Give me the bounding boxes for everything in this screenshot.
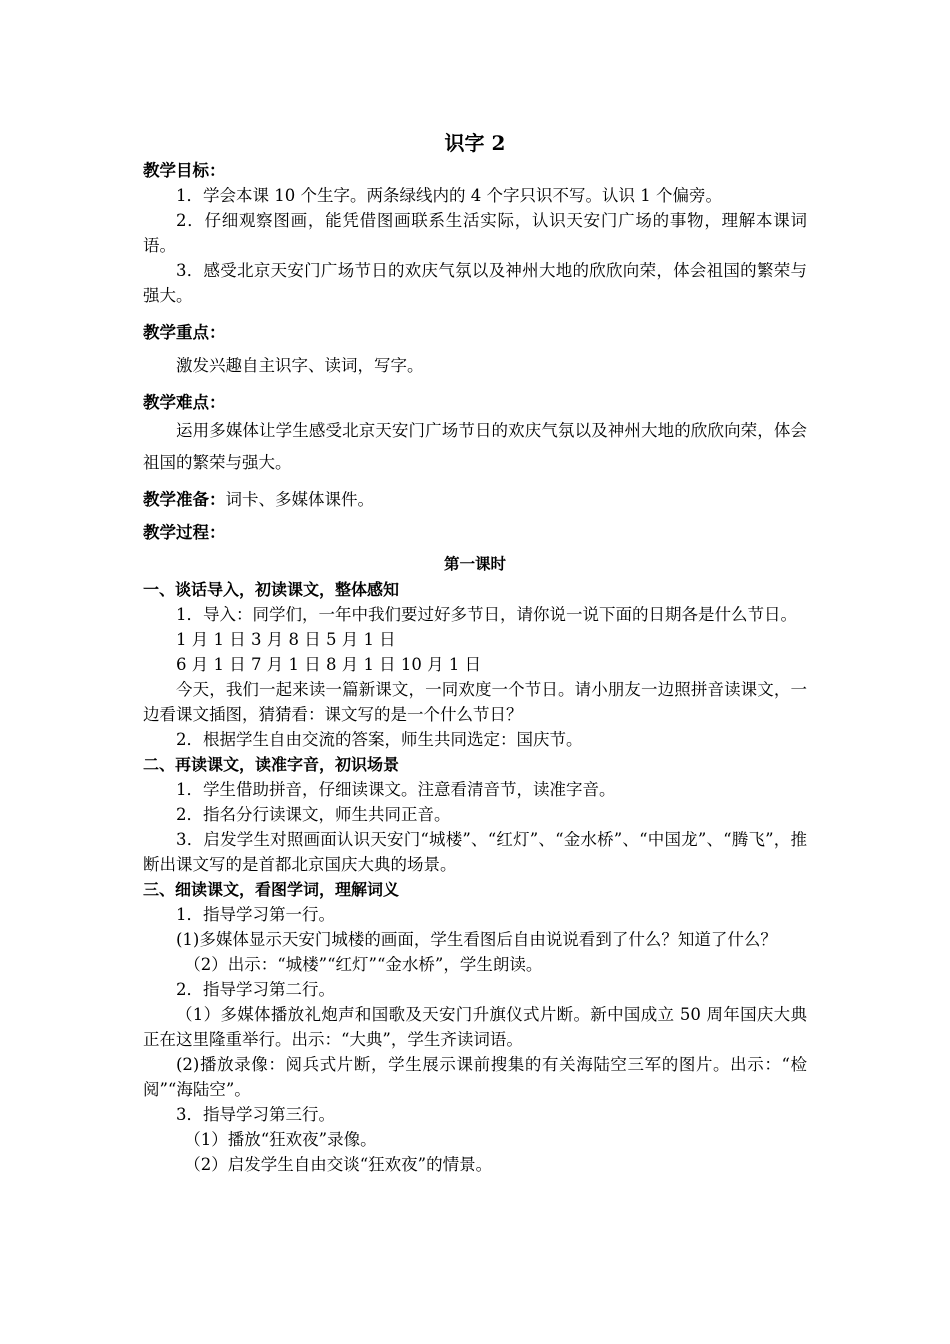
section3-line: （1）播放“狂欢夜”录像。	[184, 1130, 377, 1149]
goal-item: 2．仔细观察图画，能凭借图画联系生活实际，认识天安门广场的事物，理解本课词语。	[143, 211, 807, 255]
section3-line: （2）出示：“城楼”“红灯”“金水桥”，学生朗读。	[184, 955, 543, 974]
key-text: 激发兴趣自主识字、读词，写字。	[176, 356, 424, 375]
section3-line: 2．指导学习第二行。	[176, 980, 335, 999]
prep-line	[143, 487, 807, 512]
goals-heading: 教学目标：	[143, 161, 226, 180]
section2-line: 1．学生借助拼音，仔细读课文。注意看清音节，读准字音。	[176, 780, 616, 799]
goal-item: 1．学会本课 10 个生字。两条绿线内的 4 个字只识不写。认识 1 个偏旁。	[176, 186, 722, 205]
section1-line: 1 月 1 日 3 月 8 日 5 月 1 日	[176, 630, 396, 649]
section3-line: 1．指导学习第一行。	[176, 905, 335, 924]
section1-line: 今天，我们一起来读一篇新课文，一同欢度一个节日。请小朋友一边照拼音读课文，一边看课文插图，猜猜看：课文写的是一个什么节日？	[143, 680, 807, 724]
prep-text: 词卡、多媒体课件。	[225, 490, 374, 509]
difficulty-heading: 教学难点：	[143, 393, 226, 412]
key-heading: 教学重点：	[143, 323, 226, 342]
section3-line: (2)播放录像：阅兵式片断，学生展示课前搜集的有关海陆空三军的图片。出示：“检阅”“海陆空”。	[143, 1055, 807, 1099]
difficulty-text: 运用多媒体让学生感受北京天安门广场节日的欢庆气氛以及神州大地的欣欣向荣，体会祖国的繁荣与强大。	[143, 421, 807, 472]
section3-line: 3．指导学习第三行。	[176, 1105, 335, 1124]
section3-line: （2）启发学生自由交谈“狂欢夜”的情景。	[184, 1155, 493, 1174]
section1-heading: 一、谈话导入，初读课文，整体感知	[143, 580, 400, 599]
section2-line: 2．指名分行读课文，师生共同正音。	[176, 805, 451, 824]
document-title: 识字 2	[444, 131, 506, 155]
section2-line: 3．启发学生对照画面认识天安门“城楼”、“红灯”、“金水桥”、“中国龙”、“腾飞”，推断出课文写的是首都北京国庆大典的场景。	[143, 830, 807, 874]
section2-heading: 二、再读课文，读准字音，初识场景	[143, 755, 400, 774]
lesson-title: 第一课时	[443, 554, 506, 573]
section3-line: (1)多媒体显示天安门城楼的画面，学生看图后自由说说看到了什么？知道了什么？	[176, 930, 777, 949]
section3-line: （1）多媒体播放礼炮声和国歌及天安门升旗仪式片断。新中国成立 50 周年国庆大典正在这里隆重举行。出示：“大典”，学生齐读词语。	[143, 1005, 807, 1049]
section1-line: 2．根据学生自由交流的答案，师生共同选定：国庆节。	[176, 730, 583, 749]
process-heading: 教学过程：	[143, 523, 226, 542]
section3-heading: 三、细读课文，看图学词，理解词义	[143, 880, 400, 899]
prep-heading: 教学准备：	[143, 490, 226, 509]
goal-item: 3．感受北京天安门广场节日的欢庆气氛以及神州大地的欣欣向荣，体会祖国的繁荣与强大。	[143, 261, 807, 305]
document-page	[143, 128, 807, 1177]
section1-line: 6 月 1 日 7 月 1 日 8 月 1 日 10 月 1 日	[176, 655, 482, 674]
section1-line: 1．导入：同学们，一年中我们要过好多节日，请你说一说下面的日期各是什么节日。	[176, 605, 797, 624]
